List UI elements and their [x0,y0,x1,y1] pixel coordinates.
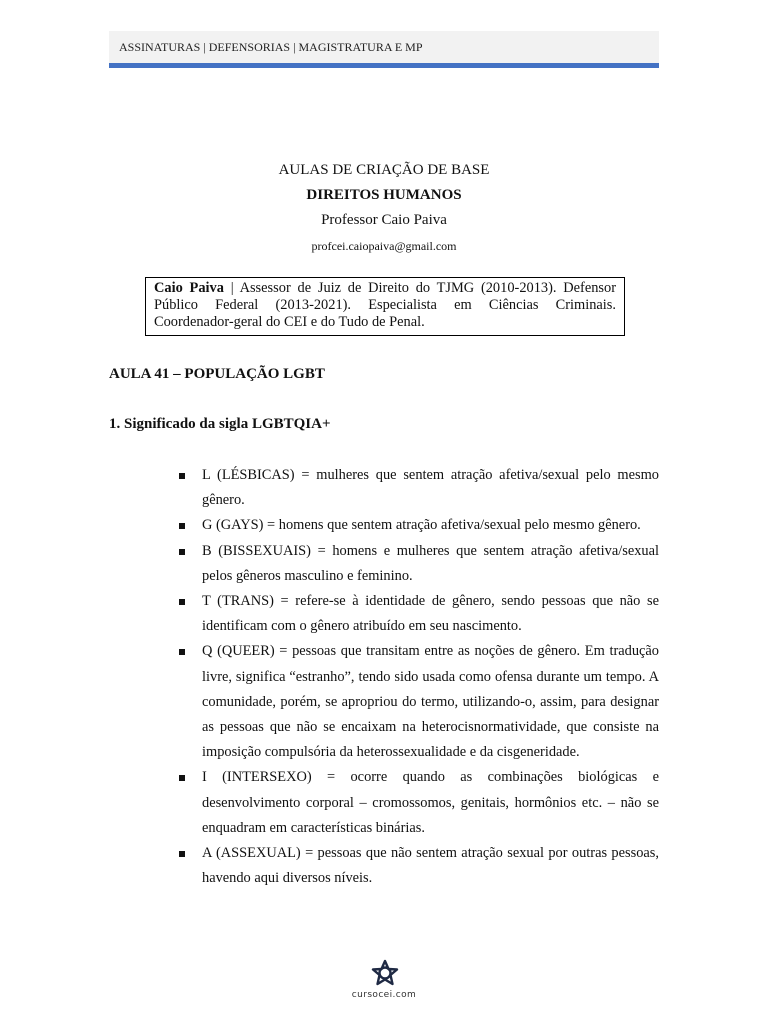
page-header [109,31,659,63]
bio-text: | Assessor de Juiz de Direito do TJMG (2010-2013). Defensor Público Federal (2013-2021). Especialista em Ciências Criminais. Coordenador-geral do CEI e do Tudo de Penal. [154,280,616,330]
course-title: AULAS DE CRIAÇÃO DE BASE [278,162,490,178]
footer-site: cursocei.com [351,990,417,1000]
square-bullet-icon [179,523,185,529]
list-item-text: B (BISSEXUAIS) = homens e mulheres que sentem atração afetiva/sexual pelos gêneros masculino e feminino. [202,542,659,584]
subject-title: DIREITOS HUMANOS [306,187,462,203]
list-item-text: T (TRANS) = refere-se à identidade de gênero, sendo pessoas que não se identificam com o gênero atribuído em seu nascimento. [202,593,659,635]
list-item [177,765,659,841]
bio-box [145,277,625,336]
list-item-text: L (LÉSBICAS) = mulheres que sentem atração afetiva/sexual pelo mesmo gênero. [202,467,659,509]
list-item [177,841,659,891]
star-knot-icon [370,958,400,988]
list-item-text: G (GAYS) = homens que sentem atração afetiva/sexual pelo mesmo gênero. [202,517,641,534]
square-bullet-icon [179,599,185,605]
definition-list [177,463,659,891]
list-item [177,513,659,538]
list-item [177,639,659,765]
list-item-text: A (ASSEXUAL) = pessoas que não sentem atração sexual por outras pessoas, havendo aqui diversos níveis. [202,845,659,887]
bio-name: Caio Paiva [154,280,224,296]
square-bullet-icon [179,775,185,781]
square-bullet-icon [179,649,185,655]
square-bullet-icon [179,851,185,857]
list-item-text: Q (QUEER) = pessoas que transitam entre as noções de gênero. Em tradução livre, significa “estranho”, tendo sido usada como ofensa durante um tempo. A comunidade, porém, se apropriou do termo, utilizando-o, assim, para designar as pessoas que não se encaixam na heterocisnormatividade, que consiste na imposição compulsória da heterossexualidade e da cisgeneridade. [202,643,659,761]
lesson-title: AULA 41 – POPULAÇÃO LGBT [109,366,325,382]
header-rule [109,63,659,68]
professor-name: Professor Caio Paiva [321,212,447,228]
list-item [177,463,659,513]
square-bullet-icon [179,473,185,479]
list-item [177,589,659,639]
square-bullet-icon [179,549,185,555]
list-item [177,539,659,589]
section-title: 1. Significado da sigla LGBTQIA+ [109,416,331,432]
header-text: ASSINATURAS | DEFENSORIAS | MAGISTRATURA E MP [119,40,423,54]
professor-email: profcei.caiopaiva@gmail.com [311,239,457,253]
title-block [109,160,659,254]
list-item-text: I (INTERSEXO) = ocorre quando as combinações biológicas e desenvolvimento corporal – cromossomos, genitais, hormônios etc. – não se enquadram em características binárias. [202,769,659,836]
